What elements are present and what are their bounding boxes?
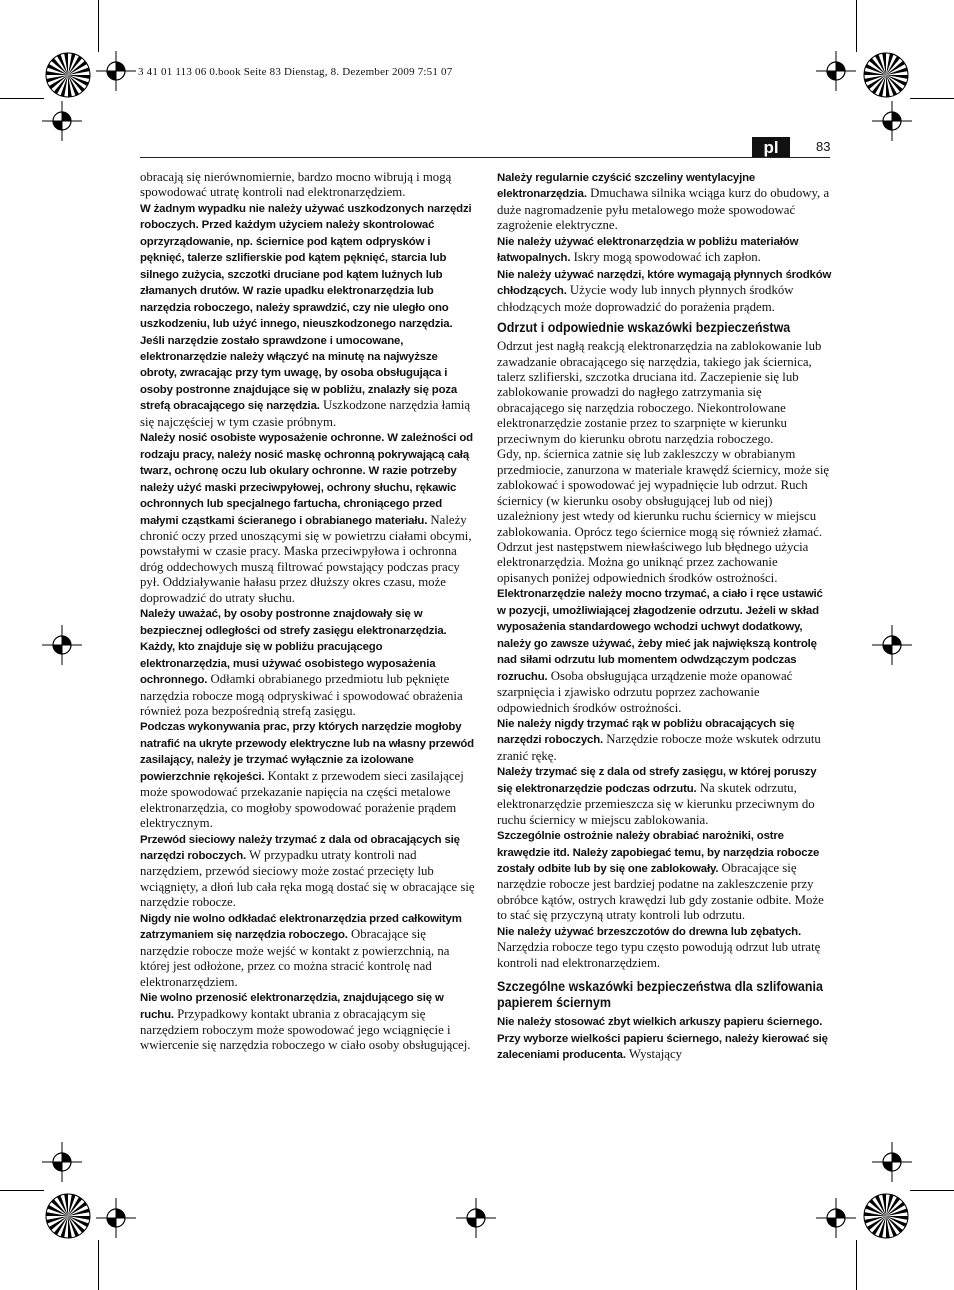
paragraph-text: Odłamki obrabianego przedmiotu lub pęknięte narzędzia robocze mogą odpryskiwać i spowodować obrażenia również poza bezpośrednią strefą zasięgu. xyxy=(140,672,463,718)
paragraph-text: Gdy, np. ściernica zatnie się lub zakleszczy w obrabianym przedmiocie, zanurzona w materiale krawędź ściernicy, może się zablokować i spowodować jej wypadnięcie lub odrzut. Ruch ściernicy (w kierunku osoby obsługującej lub od niej) uzależniony jest wtedy od kierunku ruchu ściernicy w miejscu zablokowania. Oprócz tego ściernice mogą się również złamać. xyxy=(497,447,830,539)
paragraph-bold-lead: Szczególnie ostrożnie należy obrabiać narożniki, ostre krawędzie itd. Należy zapobiegać temu, by narzędzia robocze zostały odbite lub by się one zablokowały. xyxy=(497,830,820,876)
paragraph xyxy=(497,447,832,540)
crosshair-mark-icon xyxy=(872,101,912,141)
paragraph xyxy=(140,430,475,606)
paragraph-bold-lead: Należy trzymać się z dala od strefy zasięgu, w której poruszy się elektronarzędzie podczas odrzutu. xyxy=(497,766,817,795)
crosshair-mark-icon xyxy=(872,625,912,665)
paragraph-text: Należy chronić oczy przed unoszącymi się w powietrzu ciałami obcymi, powstałymi w czasie pracy. Maska przeciwpyłowa i ochronna dróg oddechowych muszą filtrować powstający podczas pracy pył. Oddziaływanie hałasu przez dłuższy okres czasu, może doprowadzić do utraty słuchu. xyxy=(140,512,472,605)
paragraph-text: Dmuchawa silnika wciąga kurz do obudowy, a duże nagromadzenie pyłu metalowego może spowodować zagrożenie elektryczne. xyxy=(497,186,830,233)
paragraph-text: Osoba obsługująca urządzenie może opanować szarpnięcia i zjawisko odrzutu poprzez zachowanie odpowiednich środków ostrożności. xyxy=(497,668,793,715)
paragraph-bold-lead: Podczas wykonywania prac, przy których narzędzie mogłoby natrafić na ukryte przewody elektryczne lub na własny przewód zasilający, należy je trzymać wyłącznie za izolowane powierzchnie rękojeści. xyxy=(140,721,474,783)
paragraph xyxy=(497,828,832,924)
paragraph xyxy=(140,201,475,430)
crop-line xyxy=(98,0,99,52)
starburst-mark-icon xyxy=(862,51,910,99)
paragraph-text: Użycie wody lub innych płynnych środków chłodzących może doprowadzić do porażenia prądem. xyxy=(497,283,794,314)
paragraph xyxy=(497,716,832,764)
crop-line xyxy=(0,1190,44,1191)
crosshair-mark-icon xyxy=(816,51,856,91)
page-number: 83 xyxy=(816,139,831,154)
starburst-mark-icon xyxy=(862,1192,910,1240)
paragraph-bold-lead: Elektronarzędzie należy mocno trzymać, a ciało i ręce ustawić w pozycji, umożliwiającej złagodzenie odrzutu. Jeżeli w skład wyposażenia standardowego wchodzi uchwyt dodatkowy, należy go zawsze używać, żeby mieć jak największą kontrolę nad siłami odrzutu lub momentem odwdzączym podczas rozruchu. xyxy=(497,588,823,683)
paragraph-bold-lead: Nie należy nigdy trzymać rąk w pobliżu obracających się narzędzi roboczych. xyxy=(497,717,795,747)
paragraph xyxy=(497,586,832,716)
paragraph xyxy=(140,719,475,831)
crosshair-mark-icon xyxy=(816,1198,856,1238)
crop-line xyxy=(0,98,44,99)
paragraph-text: Kontakt z przewodem sieci zasilającej może spowodować przekazanie napięcia na części metalowe elektronarzędzia, co mogłoby spowodować porażenie prądem elektrycznym. xyxy=(140,768,464,831)
paragraph-bold-lead: Nie wolno przenosić elektronarzędzia, znajdującego się w ruchu. xyxy=(140,992,444,1021)
paragraph-bold-lead: Nie należy używać brzeszczotów do drewna lub zębatych. xyxy=(497,925,801,938)
paragraph xyxy=(140,170,475,201)
crop-line xyxy=(856,0,857,52)
paragraph xyxy=(497,339,832,447)
paragraph xyxy=(497,234,832,267)
paragraph xyxy=(140,606,475,719)
paragraph xyxy=(497,540,832,586)
section-heading-sanding: Szczególne wskazówki bezpieczeństwa dla szlifowania papierem ściernym xyxy=(497,979,823,1011)
paragraph-text: Narzędzia robocze tego typu często powodują odrzut lub utratę kontroli nad elektronarzędziem. xyxy=(497,940,821,970)
paragraph-bold-lead: Nie należy używać elektronarzędzia w pobliżu materiałów łatwopalnych. xyxy=(497,235,799,265)
crosshair-mark-icon xyxy=(456,1198,496,1238)
crosshair-mark-icon xyxy=(42,625,82,665)
header-rule xyxy=(140,157,830,158)
crosshair-mark-icon xyxy=(42,101,82,141)
paragraph-text: Odrzut jest nagłą reakcją elektronarzędzia na zablokowanie lub zawadzanie obracającego się narzędzia, takiego jak ściernica, talerz szlifierski, szczotka druciana itd. Zaczepienie się lub zablokowanie prowadzi do nagłego zatrzymania się obracającego się narzędzia roboczego. Niekontrolowane elektronarzędzie zostanie przez to szarpnięte w kierunku przeciwnym do kierunku obrotu narzędzia roboczego. xyxy=(497,339,822,446)
paragraph-text: Obracające się narzędzie robocze jest bardziej podatne na zakleszczenie przy obróbce kątów, ostrych krawędzi lub gdy zostanie odbite. Może to stać się przyczyną utraty kontroli lub odrzutu. xyxy=(497,861,824,923)
paragraph-text: Wystający xyxy=(625,1047,683,1062)
paragraph-text: Przypadkowy kontakt ubrania z obracającym się narzędziem roboczym może spowodować jego wciągnięcie i wwiercenie się narzędzia roboczego w ciało osoby obsługującej. xyxy=(140,1006,471,1053)
paragraph-bold-lead: Nie należy stosować zbyt wielkich arkuszy papieru ściernego. Przy wyborze wielkości papieru ściernego, należy kierować się zaleceniami producenta. xyxy=(497,1016,828,1062)
paragraph-bold-lead: Nie należy używać narzędzi, które wymagają płynnych środków chłodzących. xyxy=(497,268,832,298)
paragraph xyxy=(497,267,832,315)
paragraph xyxy=(497,1014,832,1063)
paragraph-text: Na skutek odrzutu, elektronarzędzie przemieszcza się w kierunku przeciwnym do ruchu ściernicy w miejscu zablokowania. xyxy=(497,780,815,827)
crop-line xyxy=(856,1240,857,1290)
starburst-mark-icon xyxy=(44,1192,92,1240)
file-info-header: 3 41 01 113 06 0.book Seite 83 Dienstag, 8. Dezember 2009 7:51 07 xyxy=(138,66,453,78)
crop-line xyxy=(910,98,954,99)
left-column xyxy=(140,170,475,1054)
starburst-mark-icon xyxy=(44,51,92,99)
crop-line xyxy=(910,1190,954,1191)
language-tag: pl xyxy=(752,137,790,158)
paragraph-bold-lead: Nigdy nie wolno odkładać elektronarzędzia przed całkowitym zatrzymaniem się narzędzia roboczego. xyxy=(140,912,462,942)
crosshair-mark-icon xyxy=(96,51,136,91)
crosshair-mark-icon xyxy=(96,1198,136,1238)
paragraph-bold-lead: Należy nosić osobiste wyposażenie ochronne. W zależności od rodzaju pracy, należy nosić maskę ochronną pokrywającą całą twarz, ochronę oczu lub okulary ochronne. W razie potrzeby należy użyć maski przeciwpyłowej, ochrony słuchu, rękawic ochronnych lub specjalnego fartucha, chroniącego przed małymi cząstkami ścieranego i obrabianego materiału. xyxy=(140,432,473,527)
section-heading-kickback: Odrzut i odpowiednie wskazówki bezpieczeństwa xyxy=(497,320,791,336)
right-column xyxy=(497,170,832,1064)
paragraph-text: Obracające się narzędzie robocze może wejść w kontakt z powierzchnią, na której jest odłożone, przez co można stracić kontrolę nad elektronarzędziem. xyxy=(140,927,450,989)
paragraph xyxy=(140,832,475,911)
paragraph-text: Uszkodzone narzędzia łamią się najczęściej w tym czasie próbnym. xyxy=(140,398,471,429)
paragraph-text: Odrzut jest następstwem niewłaściwego lub błędnego użycia elektronarzędzia. Można go uniknąć przez zachowanie opisanych poniżej odpowiednich środków ostrożności. xyxy=(497,539,809,585)
crosshair-mark-icon xyxy=(42,1142,82,1182)
crop-line xyxy=(98,1240,99,1290)
paragraph-bold-lead: Należy regularnie czyścić szczeliny wentylacyjne elektronarzędzia. xyxy=(497,172,756,201)
paragraph xyxy=(140,990,475,1054)
paragraph-bold-lead: Należy uważać, by osoby postronne znajdowały się w bezpiecznej odległości od strefy zasięgu elektronarzędzia. Każdy, kto znajduje się w pobliżu pracującego elektronarzędzia, musi używać osobistego wyposażenia ochronnego. xyxy=(140,608,447,687)
paragraph xyxy=(497,924,832,971)
paragraph xyxy=(497,764,832,828)
paragraph-text: Narzędzie robocze może wskutek odrzutu zranić rękę. xyxy=(497,732,821,763)
paragraph xyxy=(497,170,832,234)
paragraph-text: Iskry mogą spowodować ich zapłon. xyxy=(570,250,761,265)
paragraph xyxy=(140,911,475,990)
paragraph-text: obracają się nierównomiernie, bardzo mocno wibrują i mogą spowodować utratę kontroli nad elektronarzędziem. xyxy=(140,170,452,200)
paragraph-text: W przypadku utraty kontroli nad narzędziem, przewód sieciowy może zostać przecięty lub wciągnięty, a dłoń lub cała ręka mogą dostać się w obracające się narzędzie robocze. xyxy=(140,848,475,910)
paragraph-bold-lead: W żadnym wypadku nie należy używać uszkodzonych narzędzi roboczych. Przed każdym użyciem należy skontrolować oprzyrządowanie, np. ściernice pod kątem odprysków i pęknięć, talerze szlifierskie pod kątem pęknięć, starcia lub silnego zużycia, szczotki druciane pod kątem luźnych lub złamanych drutów. W razie upadku elektronarzędzia lub narzędzia roboczego, należy sprawdzić, czy nie uległo ono uszkodzeniu, lub użyć innego, nieuszkodzonego narzędzia. Jeśli narzędzie zostało sprawdzone i umocowane, elektronarzędzie należy włączyć na minutę na najwyższe obroty, zwracając przy tym uwagę, by osoba obsługująca i osoby postronne znajdujące się w pobliżu, znalazły się poza strefą obracającego się narzędzia. xyxy=(140,202,472,413)
crosshair-mark-icon xyxy=(872,1142,912,1182)
paragraph-bold-lead: Przewód sieciowy należy trzymać z dala od obracających się narzędzi roboczych. xyxy=(140,833,460,863)
